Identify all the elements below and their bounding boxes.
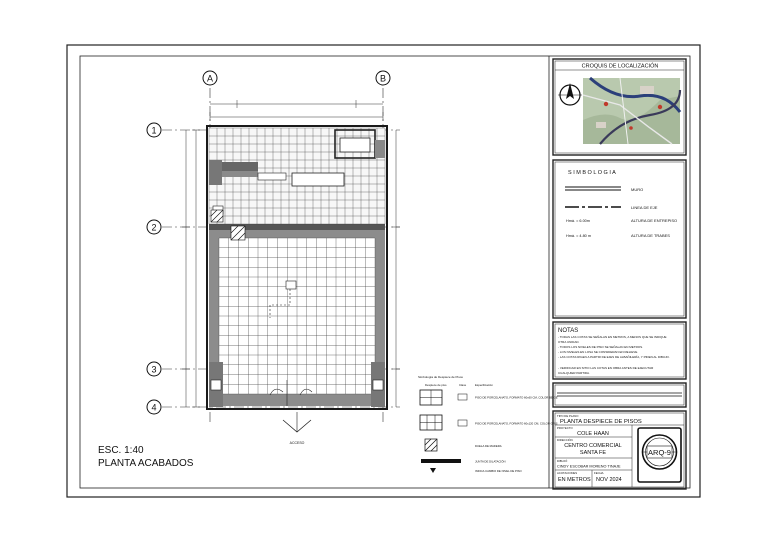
notes-panel (553, 322, 686, 379)
note-line: - VERIFICAR EN SITIO LAS COTAS EN OBRA ANTES DE EJECUTAR (558, 366, 654, 370)
axis-bubble-2 (147, 220, 161, 234)
counter (292, 173, 344, 186)
axis-bubble-a (203, 71, 217, 85)
floor-legend-header-2: Clave (459, 383, 467, 387)
floor-plan (147, 71, 400, 445)
plan-title: PLANTA ACABADOS (98, 458, 194, 469)
date-label: FECHA (594, 471, 604, 475)
sheet-code-seal (638, 428, 681, 482)
address-line-1: CENTRO COMERCIAL (564, 443, 622, 449)
strip-panel (553, 383, 686, 407)
symbol-label-floor-height: ALTURA DE ENTREPISO (631, 218, 678, 223)
access-label: ACCESO (289, 441, 305, 445)
legend-item-1: PISO DE PORCELANATO, FORMATO 60x60 CM, COLOR BEIGE (475, 395, 558, 400)
axis-label-1: 1 (151, 125, 157, 136)
column-center (286, 281, 296, 289)
bathroom-fixture (340, 138, 370, 152)
axis-label-2: 2 (151, 222, 157, 233)
north-arrow-icon (558, 83, 582, 105)
legend-key-1 (458, 394, 467, 400)
legend-item-4: JUNTA DE DILATACIÓN (475, 459, 506, 464)
symbol-height-floor: Hmá. = 6.00m (566, 219, 590, 223)
dark-patch-3 (209, 160, 222, 185)
floor-legend-title: Simbología de Despiece de Pisos (418, 375, 463, 379)
drawn-by: CINDY ESCOBAR MORENO TINAJE (557, 464, 621, 469)
legend-item-5: INDICA CAMBIO DE NIVEL DE PISO (475, 469, 522, 473)
note-line: - LAS COTAS RIGEN A PARTIR DE EJES DE ALBAÑILERÍA, Y PIDEN AL DIBUJO. (558, 355, 670, 359)
note-line: - TODAS LAS COTAS SE SEÑALAN EN METROS, A MENOS QUE SE INDIQUE (558, 335, 667, 339)
dark-patch-1 (222, 162, 258, 171)
axis-bubble-1 (147, 123, 161, 137)
symbology-panel (553, 160, 686, 318)
note-line: - TODOS LOS NIVELES DE PISO SE SEÑALAN EN METROS. (558, 345, 643, 349)
notes-lines (558, 334, 670, 375)
entry-box-left (211, 380, 221, 390)
axis-bubble-3 (147, 362, 161, 376)
axis-label-b: B (379, 73, 387, 84)
legend-level-arrow-icon (430, 468, 436, 473)
symbology-title: S I M B O L O G I A (568, 170, 616, 176)
address-label: DIRECCIÓN (557, 438, 573, 442)
project-label: PROYECTO (557, 426, 573, 430)
floor-legend-header-1: Despiece de piso (425, 383, 447, 387)
project-value: COLE HAAN (577, 431, 609, 437)
sheet-code: ARQ-9 (648, 448, 671, 457)
notes-title: NOTAS (558, 328, 579, 334)
floor-legend (418, 375, 558, 473)
floor-legend-header-3: Especificación (475, 383, 493, 387)
plan-type-label: TIPO DE PLANO (557, 414, 579, 418)
legend-hatch-icon (425, 439, 437, 451)
display-shelf (258, 173, 286, 180)
symbol-label-beam-height: ALTURA DE TRABES (631, 233, 670, 238)
address-line-2: SANTA FE (579, 450, 607, 456)
axis-label-a: A (206, 73, 214, 84)
title-block (553, 411, 686, 489)
axis-bubble-4 (147, 400, 161, 414)
note-line: - LOS NIVELES EN LOSA SE CONSIDERAN EN RELIEVE. (558, 350, 639, 354)
note-line: OTRA UNIDAD. (558, 340, 580, 344)
access-arrow (283, 412, 311, 445)
symbol-label-axis: LINEA DE EJE (631, 205, 658, 210)
column-right (375, 140, 385, 158)
note-line: CUALQUIER PARTIDA. (558, 371, 590, 375)
legend-joint-bar (421, 459, 461, 463)
plan-type-value: PLANTA DESPIECE DE PISOS (560, 419, 642, 425)
legend-item-3: DUELA DE MADERA (475, 444, 502, 448)
scale-text: ESC. 1:40 (98, 445, 144, 456)
location-sketch-panel (553, 59, 686, 155)
axis-label-3: 3 (151, 364, 157, 375)
date-value: NOV 2024 (596, 477, 622, 483)
dark-patch-2 (222, 171, 258, 177)
legend-item-2: PISO DE PORCELANATO, FORMATO 60x120 CM, COLOR GRIS (475, 421, 558, 426)
symbol-label-wall: MURO (631, 187, 644, 192)
location-map (583, 78, 680, 144)
units-label: ACOTACIONES (557, 471, 578, 475)
axis-bubble-b (376, 71, 390, 85)
location-sketch-title: CROQUIS DE LOCALIZACIÓN (581, 63, 659, 70)
drawn-label: DIBUJÓ (557, 459, 568, 463)
axis-label-4: 4 (151, 402, 157, 413)
legend-key-2 (458, 420, 467, 426)
units-value: EN METROS (558, 477, 591, 483)
entry-box-right (373, 380, 383, 390)
symbol-height-beam: Hmá. = 4.80 m (566, 234, 592, 238)
